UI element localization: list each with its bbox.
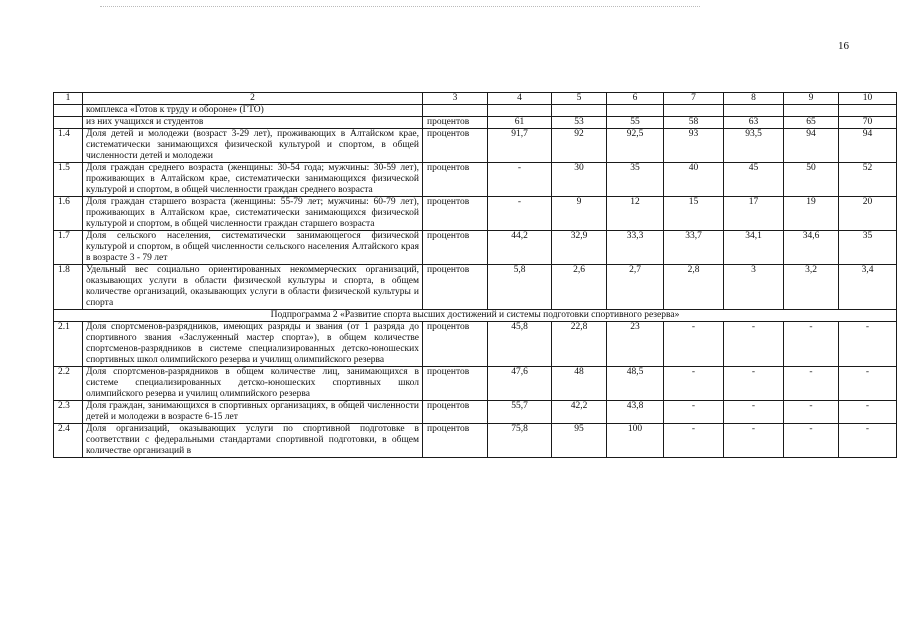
column-header: 2 — [83, 93, 423, 105]
value-cell: 55 — [607, 117, 664, 129]
unit-cell: процентов — [423, 322, 488, 367]
value-cell: 12 — [607, 197, 664, 231]
value-cell: 5,8 — [488, 265, 552, 310]
value-cell: 91,7 — [488, 129, 552, 163]
table-row — [54, 401, 897, 424]
column-header: 8 — [724, 93, 784, 105]
value-cell: - — [664, 367, 724, 401]
value-cell: 40 — [664, 163, 724, 197]
subprogram-row — [54, 310, 897, 322]
value-cell: 48,5 — [607, 367, 664, 401]
row-number: 1.8 — [54, 265, 83, 310]
value-cell — [607, 105, 664, 117]
value-cell: 61 — [488, 117, 552, 129]
value-cell: 45,8 — [488, 322, 552, 367]
value-cell: 35 — [607, 163, 664, 197]
value-cell: 52 — [839, 163, 897, 197]
value-cell: - — [664, 322, 724, 367]
value-cell — [839, 105, 897, 117]
value-cell — [488, 105, 552, 117]
table-row — [54, 163, 897, 197]
unit-cell: процентов — [423, 401, 488, 424]
unit-cell — [423, 105, 488, 117]
indicator-description: Доля спортсменов-разрядников, имеющих разряды и звания (от 1 разряда до спортивного звания «Заслуженный мастер спорта»), в общем количестве спортсменов-разрядников в системе специализированных детско-юношеских спортивных школ олимпийского резерва и училищ олимпийского резерва — [83, 322, 423, 367]
value-cell: 22,8 — [552, 322, 607, 367]
unit-cell: процентов — [423, 367, 488, 401]
table-row — [54, 265, 897, 310]
indicator-description: из них учащихся и студентов — [83, 117, 423, 129]
row-number: 1.4 — [54, 129, 83, 163]
value-cell: 55,7 — [488, 401, 552, 424]
value-cell: 45 — [724, 163, 784, 197]
unit-cell: процентов — [423, 265, 488, 310]
value-cell: 58 — [664, 117, 724, 129]
value-cell: 94 — [839, 129, 897, 163]
column-header: 9 — [784, 93, 839, 105]
column-header: 7 — [664, 93, 724, 105]
indicator-description: Доля организаций, оказывающих услуги по спортивной подготовке в соответствии с федеральными стандартами спортивной подготовки, в общем количестве организаций в — [83, 424, 423, 458]
subprogram-title: Подпрограмма 2 «Развитие спорта высших достижений и системы подготовки спортивного резерва» — [54, 310, 897, 322]
value-cell: 32,9 — [552, 231, 607, 265]
indicator-description: Доля детей и молодежи (возраст 3-29 лет), проживающих в Алтайском крае, систематически занимающихся физической культурой и спортом, в общей численности детей и молодежи — [83, 129, 423, 163]
table-header-row — [54, 93, 897, 105]
indicator-table — [53, 92, 897, 458]
value-cell: 44,2 — [488, 231, 552, 265]
table-row — [54, 424, 897, 458]
value-cell: - — [488, 197, 552, 231]
value-cell: 47,6 — [488, 367, 552, 401]
value-cell: 2,6 — [552, 265, 607, 310]
value-cell: 17 — [724, 197, 784, 231]
row-number — [54, 105, 83, 117]
value-cell: 20 — [839, 197, 897, 231]
value-cell: - — [839, 322, 897, 367]
row-number: 1.6 — [54, 197, 83, 231]
row-number — [54, 117, 83, 129]
value-cell: - — [784, 322, 839, 367]
value-cell: - — [724, 367, 784, 401]
indicator-description: Доля граждан, занимающихся в спортивных организациях, в общей численности детей и молодежи в возрасте 6-15 лет — [83, 401, 423, 424]
value-cell: 50 — [784, 163, 839, 197]
indicator-description: Доля сельского населения, систематически занимающегося физической культурой и спортом, в общей численности сельского населения Алтайского края в возрасте 3 - 79 лет — [83, 231, 423, 265]
unit-cell: процентов — [423, 163, 488, 197]
indicator-description: Доля граждан старшего возраста (женщины: 55-79 лет; мужчины: 60-79 лет), проживающих в Алтайском крае, систематически занимающихся физической культурой и спортом, в общей численности граждан старшего возраста — [83, 197, 423, 231]
value-cell: 95 — [552, 424, 607, 458]
page-number: 16 — [838, 40, 849, 52]
value-cell: 93 — [664, 129, 724, 163]
value-cell: 92,5 — [607, 129, 664, 163]
value-cell: 43,8 — [607, 401, 664, 424]
unit-cell: процентов — [423, 424, 488, 458]
value-cell: 100 — [607, 424, 664, 458]
row-number: 1.5 — [54, 163, 83, 197]
value-cell: 30 — [552, 163, 607, 197]
value-cell: 92 — [552, 129, 607, 163]
value-cell — [724, 105, 784, 117]
unit-cell: процентов — [423, 129, 488, 163]
value-cell: - — [488, 163, 552, 197]
table-row — [54, 105, 897, 117]
value-cell: 3,4 — [839, 265, 897, 310]
value-cell: - — [839, 401, 897, 424]
value-cell: 3,2 — [784, 265, 839, 310]
row-number: 2.4 — [54, 424, 83, 458]
indicator-description: Удельный вес социально ориентированных некоммерческих организаций, оказывающих услуги в области физической культуры и спорта, в общем количестве организаций, оказывающих услуги в области физической культуры и спорта — [83, 265, 423, 310]
indicator-description: Доля граждан среднего возраста (женщины: 30-54 года; мужчины: 30-59 лет), проживающих в Алтайском крае, систематически занимающихся физической культурой и спортом, в общей численности граждан среднего возраста — [83, 163, 423, 197]
indicator-description: комплекса «Готов к труду и обороне» (ГТО) — [83, 105, 423, 117]
value-cell: 2,7 — [607, 265, 664, 310]
column-header: 4 — [488, 93, 552, 105]
table-row — [54, 117, 897, 129]
indicator-description: Доля спортсменов-разрядников в общем количестве лиц, занимающихся в системе специализированных детско-юношеских спортивных школ олимпийского резерва и училищ олимпийского резерва — [83, 367, 423, 401]
value-cell: - — [724, 424, 784, 458]
value-cell: - — [724, 401, 784, 424]
value-cell: 93,5 — [724, 129, 784, 163]
row-number: 1.7 — [54, 231, 83, 265]
value-cell: 70 — [839, 117, 897, 129]
column-header: 10 — [839, 93, 897, 105]
column-header: 3 — [423, 93, 488, 105]
value-cell: - — [664, 424, 724, 458]
value-cell — [784, 105, 839, 117]
value-cell: 42,2 — [552, 401, 607, 424]
value-cell: - — [724, 322, 784, 367]
value-cell: 33,7 — [664, 231, 724, 265]
indicator-table-container — [53, 92, 874, 458]
value-cell: 53 — [552, 117, 607, 129]
value-cell: 9 — [552, 197, 607, 231]
unit-cell: процентов — [423, 197, 488, 231]
value-cell: 34,6 — [784, 231, 839, 265]
column-header: 1 — [54, 93, 83, 105]
value-cell: - — [784, 424, 839, 458]
value-cell: - — [784, 367, 839, 401]
value-cell: - — [784, 401, 839, 424]
value-cell: 2,8 — [664, 265, 724, 310]
scan-artifact-line — [100, 6, 700, 8]
table-row — [54, 367, 897, 401]
value-cell: 63 — [724, 117, 784, 129]
column-header: 6 — [607, 93, 664, 105]
value-cell: 33,3 — [607, 231, 664, 265]
table-row — [54, 322, 897, 367]
unit-cell: процентов — [423, 231, 488, 265]
value-cell: - — [839, 367, 897, 401]
table-row — [54, 231, 897, 265]
row-number: 2.3 — [54, 401, 83, 424]
table-row — [54, 197, 897, 231]
value-cell: 65 — [784, 117, 839, 129]
value-cell: - — [839, 424, 897, 458]
value-cell: 3 — [724, 265, 784, 310]
value-cell: 75,8 — [488, 424, 552, 458]
value-cell: - — [664, 401, 724, 424]
value-cell — [552, 105, 607, 117]
value-cell: 15 — [664, 197, 724, 231]
value-cell: 48 — [552, 367, 607, 401]
column-header: 5 — [552, 93, 607, 105]
row-number: 2.1 — [54, 322, 83, 367]
unit-cell: процентов — [423, 117, 488, 129]
value-cell: 35 — [839, 231, 897, 265]
row-number: 2.2 — [54, 367, 83, 401]
table-row — [54, 129, 897, 163]
value-cell: 94 — [784, 129, 839, 163]
value-cell: 34,1 — [724, 231, 784, 265]
value-cell: 23 — [607, 322, 664, 367]
value-cell — [664, 105, 724, 117]
value-cell: 19 — [784, 197, 839, 231]
